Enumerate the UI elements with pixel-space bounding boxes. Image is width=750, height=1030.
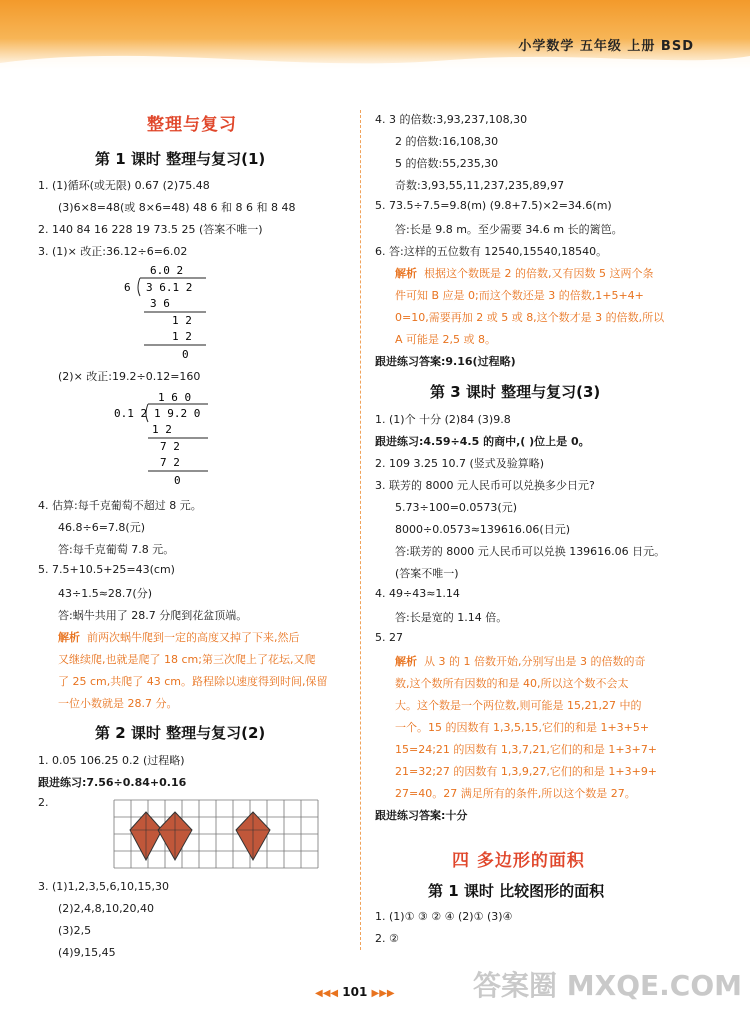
lesson1-title: 第 1 课时 整理与复习(1) <box>95 150 266 168</box>
div1-r2: 1 2 <box>172 314 192 327</box>
r-q5a: 5. 73.5÷7.5=9.8(m) (9.8+7.5)×2=34.6(m) <box>375 199 612 212</box>
grid-figure <box>112 798 322 870</box>
l1-q5a: 5. 7.5+10.5+25=43(cm) <box>38 563 175 576</box>
div2-divisor: 0.1 2 <box>114 407 148 420</box>
l3-explain-2: 数,这个数所有因数的和是 40,所以这个数不会太 <box>395 677 629 690</box>
explain-label: 解析 <box>395 267 417 280</box>
l3-q3d: 答:联芳的 8000 元人民币可以兑换 139616.06 日元。 <box>395 545 666 558</box>
l1-q3-2: (2)× 改正:19.2÷0.12=160 <box>58 370 201 383</box>
watermark: 答案圈 MXQE.COM <box>473 969 742 1002</box>
div1-r4: 0 <box>182 348 189 361</box>
long-division-1 <box>110 262 220 362</box>
r-q6-explain-4: A 可能是 2,5 或 8。 <box>395 333 497 346</box>
r-q6-explain-1: 解析 根据这个数既是 2 的倍数,又有因数 5 这两个条 <box>395 267 654 280</box>
l3-q3a: 3. 联芳的 8000 元人民币可以兑换多少日元? <box>375 479 595 492</box>
long-division-2 <box>110 388 220 488</box>
l1-q5-explain-4: 一位小数就是 28.7 分。 <box>58 697 178 710</box>
page-nav <box>315 985 395 999</box>
l1-q3-1: 3. (1)× 改正:36.12÷6=6.02 <box>38 245 188 258</box>
div1-quotient: 6.0 2 <box>150 264 184 277</box>
div2-dividend: 1 9.2 0 <box>154 407 201 420</box>
l3-explain-5: 15=24;21 的因数有 1,3,7,21,它们的和是 1+3+7+ <box>395 743 658 756</box>
next-arrows-icon: ▶▶▶ <box>371 988 395 999</box>
div2-r3: 7 2 <box>160 456 180 469</box>
l1-q4b: 46.8÷6=7.8(元) <box>58 521 146 534</box>
unit-lesson1-title: 第 1 课时 比较图形的面积 <box>428 882 605 900</box>
u-q1: 1. (1)① ③ ② ④ (2)① (3)④ <box>375 910 513 923</box>
div2-r4: 0 <box>174 474 181 487</box>
l3-q4b: 答:长是宽的 1.14 倍。 <box>395 611 508 624</box>
l3-explain-4: 一个。15 的因数有 1,3,5,15,它们的和是 1+3+5+ <box>395 721 650 734</box>
lesson2-title: 第 2 课时 整理与复习(2) <box>95 724 266 742</box>
l1-q5b: 43÷1.5≈28.7(分) <box>58 587 152 600</box>
div1-r1: 3 6 <box>150 297 170 310</box>
l3-explain-6: 21=32;27 的因数有 1,3,9,27,它们的和是 1+3+9+ <box>395 765 658 778</box>
book-info: 小学数学 五年级 上册 BSD <box>518 39 694 54</box>
l2-q1: 1. 0.05 106.25 0.2 (过程略) <box>38 754 185 767</box>
div1-dividend: 3 6.1 2 <box>146 281 193 294</box>
l1-q2: 2. 140 84 16 228 19 73.5 25 (答案不唯一) <box>38 223 263 236</box>
l2-q3-2: (2)2,4,8,10,20,40 <box>58 902 155 915</box>
u-q2: 2. ② <box>375 932 399 945</box>
l2-q3-1: 3. (1)1,2,3,5,6,10,15,30 <box>38 880 170 893</box>
l1-q5c: 答:蜗牛共用了 28.7 分爬到花盆顶端。 <box>58 609 248 622</box>
l2-follow: 跟进练习:7.56÷0.84+0.16 <box>38 776 187 789</box>
explain-label: 解析 <box>58 631 80 644</box>
l3-q4a: 4. 49÷43≈1.14 <box>375 587 460 600</box>
l3-follow: 跟进练习:4.59÷4.5 的商中,( )位上是 0。 <box>375 435 590 448</box>
l2-q3-4: (4)9,15,45 <box>58 946 116 959</box>
unit-title: 四 多边形的面积 <box>452 851 585 871</box>
r-q6-explain-2: 件可知 B 应是 0;而这个数还是 3 的倍数,1+5+4+ <box>395 289 644 302</box>
column-divider <box>360 110 361 950</box>
r-q6-explain-3: 0=10,需要再加 2 或 5 或 8,这个数才是 3 的倍数,所以 <box>395 311 665 324</box>
l1-q4a: 4. 估算:每千克葡萄不超过 8 元。 <box>38 499 202 512</box>
r-q4a: 4. 3 的倍数:3,93,237,108,30 <box>375 113 528 126</box>
div1-r3: 1 2 <box>172 330 192 343</box>
r-q5b: 答:长是 9.8 m。至少需要 34.6 m 长的篱笆。 <box>395 223 623 236</box>
l1-q1b: (3)6×8=48(或 8×6=48) 48 6 和 8 6 和 8 48 <box>58 201 296 214</box>
explain-label: 解析 <box>395 655 417 668</box>
r-q6a: 6. 答:这样的五位数有 12540,15540,18540。 <box>375 245 608 258</box>
l2-q2: 2. <box>38 796 49 809</box>
div2-r1: 1 2 <box>152 423 172 436</box>
l1-q5-explain-2: 又继续爬,也就是爬了 18 cm;第三次爬上了花坛,又爬 <box>58 653 316 666</box>
l3-q1: 1. (1)个 十分 (2)84 (3)9.8 <box>375 413 511 426</box>
l2-q3-3: (3)2,5 <box>58 924 92 937</box>
div2-quotient: 1 6 0 <box>158 391 192 404</box>
r-q4c: 5 的倍数:55,235,30 <box>395 157 499 170</box>
page-number: 101 <box>342 985 368 999</box>
div1-divisor: 6 <box>124 281 131 294</box>
r-q4b: 2 的倍数:16,108,30 <box>395 135 499 148</box>
prev-arrows-icon: ◀◀◀ <box>315 988 339 999</box>
lesson3-title: 第 3 课时 整理与复习(3) <box>430 383 601 401</box>
l3-q5: 5. 27 <box>375 631 403 644</box>
l1-q4c: 答:每千克葡萄 7.8 元。 <box>58 543 175 556</box>
l1-q5-explain-1: 解析 前两次蜗牛爬到一定的高度又掉了下来,然后 <box>58 631 300 644</box>
l3-q3e: (答案不唯一) <box>395 567 459 580</box>
l3-explain-1: 解析 从 3 的 1 倍数开始,分别写出是 3 的倍数的奇 <box>395 655 646 668</box>
l1-q5-explain-3: 了 25 cm,共爬了 43 cm。路程除以速度得到时间,保留 <box>58 675 328 688</box>
r-follow1: 跟进练习答案:9.16(过程略) <box>375 355 516 368</box>
l3-q3c: 8000÷0.0573≈139616.06(日元) <box>395 523 570 536</box>
l3-q2: 2. 109 3.25 10.7 (竖式及验算略) <box>375 457 545 470</box>
l3-q3b: 5.73÷100=0.0573(元) <box>395 501 517 514</box>
l3-explain-3: 大。这个数是一个两位数,则可能是 15,21,27 中的 <box>395 699 642 712</box>
r-follow2: 跟进练习答案:十分 <box>375 809 468 822</box>
div2-r2: 7 2 <box>160 440 180 453</box>
section-title: 整理与复习 <box>147 115 237 135</box>
r-q4d: 奇数:3,93,55,11,237,235,89,97 <box>395 179 565 192</box>
l3-explain-7: 27=40。27 满足所有的条件,所以这个数是 27。 <box>395 787 636 800</box>
l1-q1a: 1. (1)循环(或无限) 0.67 (2)75.48 <box>38 179 210 192</box>
